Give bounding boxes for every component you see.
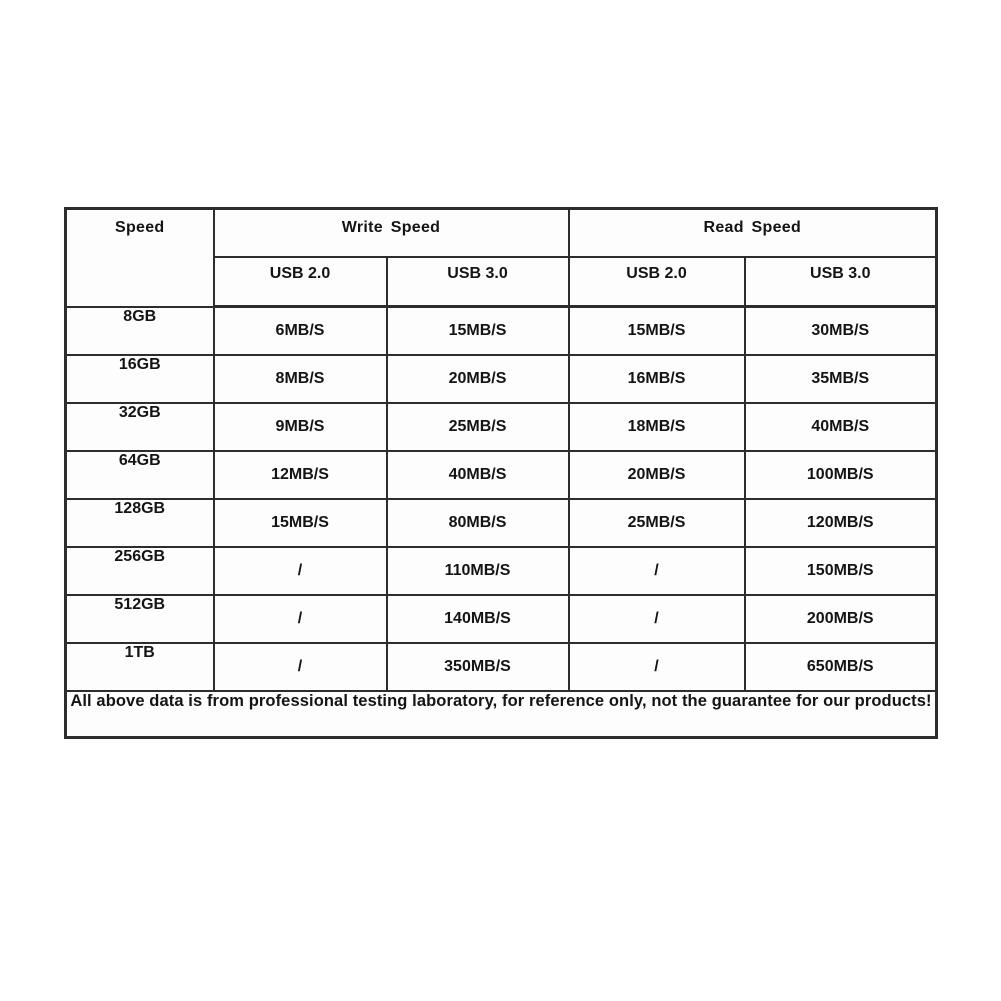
value-cell: 8MB/S — [214, 355, 387, 403]
capacity-cell: 1TB — [66, 643, 214, 691]
value-cell: 25MB/S — [387, 403, 569, 451]
value-cell: / — [569, 547, 745, 595]
capacity-cell: 64GB — [66, 451, 214, 499]
col-header-read-usb2: USB 2.0 — [569, 257, 745, 307]
value-cell: / — [569, 643, 745, 691]
value-cell: 16MB/S — [569, 355, 745, 403]
value-cell: 350MB/S — [387, 643, 569, 691]
capacity-cell: 128GB — [66, 499, 214, 547]
value-cell: 9MB/S — [214, 403, 387, 451]
value-cell: 100MB/S — [745, 451, 937, 499]
value-cell: 18MB/S — [569, 403, 745, 451]
value-cell: / — [214, 595, 387, 643]
value-cell: 110MB/S — [387, 547, 569, 595]
value-cell: / — [214, 547, 387, 595]
col-header-write-usb3: USB 3.0 — [387, 257, 569, 307]
col-header-read-usb3: USB 3.0 — [745, 257, 937, 307]
table-row — [66, 403, 937, 451]
table-row — [66, 307, 937, 355]
value-cell: / — [569, 595, 745, 643]
value-cell: 140MB/S — [387, 595, 569, 643]
value-cell: 200MB/S — [745, 595, 937, 643]
value-cell: / — [214, 643, 387, 691]
group-header-read-speed: Read Speed — [569, 209, 937, 257]
table-row — [66, 499, 937, 547]
footnote-row — [66, 691, 937, 738]
capacity-cell: 16GB — [66, 355, 214, 403]
speed-table — [64, 207, 938, 739]
table-row — [66, 451, 937, 499]
footnote-text: All above data is from professional testing laboratory, for reference only, not the guarantee for our products! — [66, 691, 937, 738]
value-cell: 650MB/S — [745, 643, 937, 691]
value-cell: 15MB/S — [387, 307, 569, 355]
speed-spec-table — [64, 207, 937, 739]
value-cell: 12MB/S — [214, 451, 387, 499]
group-header-write-speed: Write Speed — [214, 209, 569, 257]
value-cell: 40MB/S — [387, 451, 569, 499]
capacity-cell: 256GB — [66, 547, 214, 595]
value-cell: 6MB/S — [214, 307, 387, 355]
capacity-cell: 8GB — [66, 307, 214, 355]
value-cell: 20MB/S — [387, 355, 569, 403]
value-cell: 150MB/S — [745, 547, 937, 595]
col-header-write-usb2: USB 2.0 — [214, 257, 387, 307]
value-cell: 40MB/S — [745, 403, 937, 451]
capacity-cell: 32GB — [66, 403, 214, 451]
table-row — [66, 547, 937, 595]
value-cell: 20MB/S — [569, 451, 745, 499]
table-row — [66, 643, 937, 691]
value-cell: 25MB/S — [569, 499, 745, 547]
value-cell: 120MB/S — [745, 499, 937, 547]
value-cell: 35MB/S — [745, 355, 937, 403]
value-cell: 15MB/S — [569, 307, 745, 355]
value-cell: 30MB/S — [745, 307, 937, 355]
value-cell: 15MB/S — [214, 499, 387, 547]
value-cell: 80MB/S — [387, 499, 569, 547]
table-row — [66, 595, 937, 643]
corner-header-speed: Speed — [66, 209, 214, 307]
header-row-groups — [66, 209, 937, 257]
capacity-cell: 512GB — [66, 595, 214, 643]
table-row — [66, 355, 937, 403]
